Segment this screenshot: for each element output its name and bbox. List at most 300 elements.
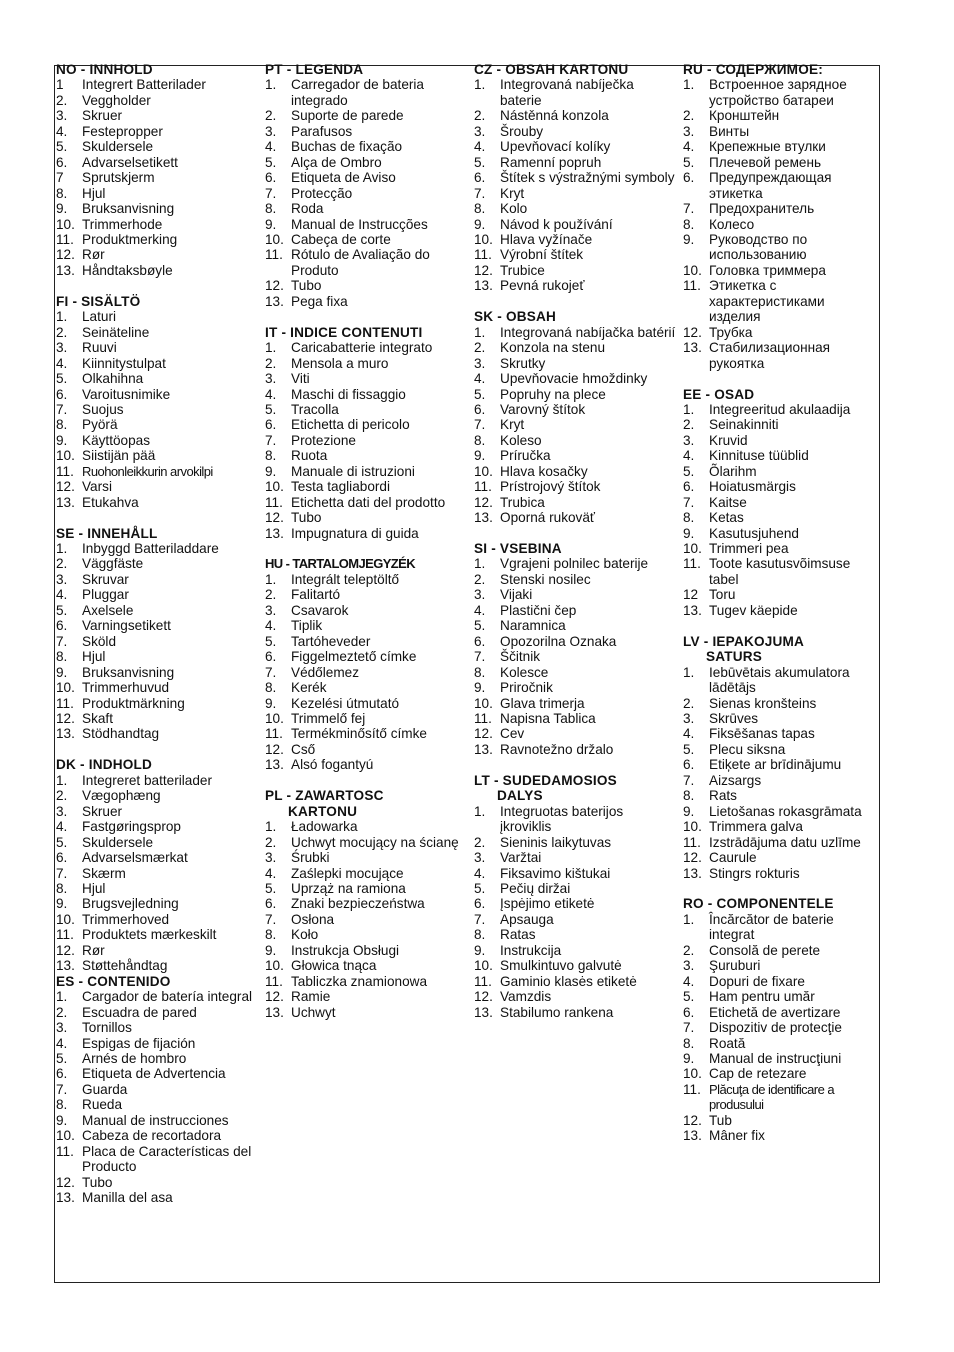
- item-number: 9.: [265, 216, 277, 232]
- item-number: 4.: [56, 123, 68, 139]
- item-number: 7.: [56, 1081, 68, 1097]
- list-item: [56, 1051, 258, 1066]
- item-label: Roda: [291, 201, 324, 217]
- list-item: [56, 495, 258, 510]
- list-item: [683, 263, 879, 278]
- list-item: [683, 1005, 879, 1020]
- item-number: 8.: [683, 510, 695, 526]
- item-number: 12.: [265, 278, 284, 294]
- list-item: [683, 433, 879, 448]
- item-number: 5.: [683, 463, 695, 479]
- list-item: [683, 417, 879, 432]
- list-item: [683, 943, 879, 958]
- list-item: [265, 912, 468, 927]
- list-item: [474, 618, 677, 633]
- item-number: 3.: [683, 432, 695, 448]
- item-number: 6.: [683, 479, 695, 495]
- item-number: 10.: [474, 231, 493, 247]
- item-number: 6.: [56, 850, 68, 866]
- list-item: [265, 495, 468, 510]
- list-item: [265, 232, 468, 247]
- item-number: 4.: [683, 973, 695, 989]
- item-number: 5.: [56, 139, 68, 155]
- list-item: [56, 1190, 258, 1205]
- item-number: 11.: [56, 463, 74, 479]
- section-heading-text: SI - VSEBINA: [474, 541, 562, 557]
- item-label: Стабилизационная рукоятка: [709, 340, 831, 371]
- item-number: 4.: [683, 139, 695, 155]
- list-item: [683, 773, 879, 788]
- item-label: Roată: [709, 1035, 746, 1051]
- item-label: Caurule: [709, 850, 757, 866]
- item-number: 9.: [474, 216, 486, 232]
- item-number: 1.: [265, 571, 277, 587]
- list-item: [683, 170, 879, 201]
- list-item: [265, 835, 468, 850]
- item-number: 7: [56, 170, 64, 186]
- item-label: Ruuvi: [82, 340, 117, 356]
- item-number: 13.: [474, 278, 493, 294]
- item-label: Ładowarka: [291, 819, 358, 835]
- item-label: Uchwyt mocujący na ścianę: [291, 834, 459, 850]
- item-label: Integreret batterilader: [82, 772, 212, 788]
- item-label: Protecção: [291, 185, 353, 201]
- item-label: Upevňovacie hmoždinky: [500, 371, 648, 387]
- item-label: Napisna Tablica: [500, 711, 596, 726]
- item-label: Stabilumo rankena: [500, 1004, 614, 1020]
- section-heading: [265, 325, 468, 340]
- list-item: [683, 788, 879, 803]
- item-number: 11.: [56, 1143, 74, 1159]
- item-number: 6.: [56, 1066, 68, 1082]
- list-item: [474, 479, 677, 494]
- list-item: [265, 186, 468, 201]
- list-item: [56, 201, 258, 216]
- list-item: [265, 278, 468, 293]
- list-item: [265, 294, 468, 309]
- section-heading-text: SE - INNEHÅLL: [56, 525, 158, 541]
- item-number: 4.: [56, 819, 68, 835]
- list-item: [474, 958, 677, 973]
- list-item: [683, 989, 879, 1004]
- item-label: Bruksanvisning: [82, 664, 175, 680]
- item-number: 11.: [683, 278, 701, 294]
- list-item: [56, 77, 258, 92]
- item-label: Õlarihm: [709, 463, 757, 479]
- item-label: Etiqueta de Advertencia: [82, 1066, 226, 1082]
- section-heading-text: SK - OBSAH: [474, 309, 557, 325]
- item-number: 7.: [265, 185, 277, 201]
- section-ru: [683, 62, 879, 371]
- item-label: Kerék: [291, 680, 327, 696]
- item-label: Трубка: [709, 324, 753, 340]
- item-number: 10.: [474, 463, 493, 479]
- item-label: Fiksēšanas tapas: [709, 726, 815, 742]
- section-heading-text: NO - INNHOLD: [56, 62, 153, 77]
- item-number: 12.: [56, 1174, 75, 1190]
- item-number: 11.: [56, 927, 74, 943]
- list-item: [56, 1097, 258, 1112]
- item-label: Этикетка с характеристиками изделия: [709, 278, 825, 325]
- item-number: 11.: [474, 711, 492, 726]
- list-item: [56, 448, 258, 463]
- item-number: 1.: [683, 401, 695, 417]
- list-item: [683, 1020, 879, 1035]
- item-number: 10.: [474, 695, 493, 711]
- list-item: [683, 108, 879, 123]
- list-item: [265, 387, 468, 402]
- list-item: [265, 819, 468, 834]
- list-item: [56, 371, 258, 386]
- list-item: [56, 356, 258, 371]
- item-number: 3.: [56, 1020, 68, 1036]
- item-number: 13.: [56, 1190, 75, 1206]
- item-number: 9.: [474, 942, 486, 958]
- item-label: Tabliczka znamionowa: [291, 973, 428, 989]
- item-label: Pevná rukojeť: [500, 278, 585, 294]
- item-number: 1.: [56, 772, 68, 788]
- list-item: [56, 417, 258, 432]
- list-item: [56, 186, 258, 201]
- item-label: Varningsetikett: [82, 618, 171, 634]
- item-label: Pega fixa: [291, 293, 348, 309]
- list-item: [56, 1113, 258, 1128]
- item-number: 3.: [56, 340, 68, 356]
- column-3: [474, 62, 677, 1035]
- list-item: [683, 232, 879, 263]
- item-label: Tub: [709, 1112, 732, 1128]
- item-label: Escuadra de pared: [82, 1004, 197, 1020]
- section-heading: [683, 62, 879, 77]
- item-label: Skruer: [82, 108, 123, 124]
- section-heading: [683, 896, 879, 911]
- list-item: [56, 1175, 258, 1190]
- item-number: 2.: [474, 834, 486, 850]
- list-item: [265, 881, 468, 896]
- item-label: Tiplik: [291, 618, 323, 634]
- item-label: Håndtaksbøyle: [82, 262, 173, 278]
- list-item: [56, 989, 258, 1004]
- list-item: [474, 696, 677, 711]
- item-label: Glava trimerja: [500, 695, 585, 711]
- list-item: [683, 340, 879, 371]
- list-item: [474, 927, 677, 942]
- item-label: Produktmerking: [82, 231, 178, 247]
- list-item: [683, 201, 879, 216]
- item-label: Príručka: [500, 448, 551, 464]
- list-item: [474, 155, 677, 170]
- item-number: 10.: [683, 1066, 702, 1082]
- list-item: [265, 448, 468, 463]
- list-item: [683, 603, 879, 618]
- list-item: [56, 618, 258, 633]
- item-number: 9.: [683, 1050, 695, 1066]
- item-label: Veggholder: [82, 92, 151, 108]
- list-item: [474, 649, 677, 664]
- section-it: [265, 325, 468, 541]
- item-label: Trimmeri pea: [709, 541, 789, 557]
- item-number: 2.: [56, 324, 68, 340]
- list-item: [56, 232, 258, 247]
- item-label: Plăcuţa de identificare a produsului: [709, 1081, 835, 1113]
- list-item: [56, 896, 258, 911]
- list-item: [265, 974, 468, 989]
- item-number: 7.: [56, 633, 68, 649]
- section-heading-text: EE - OSAD: [683, 386, 755, 402]
- item-label: Izstrādājuma datu uzlīme: [709, 834, 861, 850]
- column-1: [56, 62, 258, 1221]
- item-label: Buchas de fixação: [291, 139, 403, 155]
- item-label: Skuldersele: [82, 139, 154, 155]
- list-item: [56, 819, 258, 834]
- list-item: [474, 325, 677, 340]
- item-label: Smulkintuvo galvutė: [500, 958, 622, 974]
- list-item: [56, 726, 258, 741]
- item-number: 3.: [683, 123, 695, 139]
- list-item: [474, 742, 677, 757]
- item-number: 10.: [265, 479, 284, 495]
- list-item: [56, 155, 258, 170]
- item-number: 11.: [265, 247, 283, 263]
- item-number: 4.: [265, 386, 277, 402]
- item-number: 5.: [265, 154, 277, 170]
- item-number: 11.: [683, 1081, 701, 1097]
- item-label: Sprutskjerm: [82, 170, 155, 186]
- item-number: 10.: [56, 911, 75, 927]
- item-number: 11.: [683, 834, 701, 850]
- item-number: 2.: [265, 834, 277, 850]
- item-label: Inbyggd Batteriladdare: [82, 541, 219, 557]
- item-label: Priročnik: [500, 680, 553, 696]
- item-number: 8.: [683, 216, 695, 232]
- list-item: [683, 819, 879, 834]
- item-label: Kaitse: [709, 494, 747, 510]
- item-label: Etichetta di pericolo: [291, 417, 410, 433]
- item-number: 6.: [474, 633, 486, 649]
- list-item: [474, 804, 677, 835]
- list-item: [56, 1005, 258, 1020]
- item-number: 13.: [56, 958, 75, 974]
- item-label: Rueda: [82, 1097, 123, 1113]
- item-label: Skruer: [82, 803, 123, 819]
- item-number: 6.: [474, 401, 486, 417]
- list-item: [474, 448, 677, 463]
- list-item: [683, 1128, 879, 1143]
- item-number: 3.: [265, 850, 277, 866]
- list-item: [265, 402, 468, 417]
- item-label: Opozorilna Oznaka: [500, 633, 617, 649]
- list-item: [683, 139, 879, 154]
- list-item: [683, 1051, 879, 1066]
- item-number: 4.: [474, 602, 486, 618]
- item-number: 10.: [683, 541, 702, 557]
- list-item: [265, 896, 468, 911]
- item-number: 7.: [474, 911, 486, 927]
- item-label: Výrobní štítek: [500, 247, 584, 263]
- item-label: Rótulo de Avaliação do Produto: [291, 247, 430, 278]
- item-number: 6.: [56, 618, 68, 634]
- list-item: [56, 943, 258, 958]
- list-item: [265, 726, 468, 741]
- item-label: Termékminősítő címke: [291, 726, 427, 742]
- item-label: Seinakinniti: [709, 417, 779, 433]
- list-item: [56, 247, 258, 262]
- item-label: Varoitusnimike: [82, 386, 171, 402]
- item-label: Vægophæng: [82, 788, 161, 804]
- item-number: 5.: [474, 154, 486, 170]
- item-label: Kasutusjuhend: [709, 525, 799, 541]
- item-number: 8.: [474, 432, 486, 448]
- item-number: 7.: [683, 494, 695, 510]
- item-label: Väggfäste: [82, 556, 144, 572]
- item-number: 5.: [683, 989, 695, 1005]
- list-item: [474, 433, 677, 448]
- item-number: 12.: [56, 942, 75, 958]
- list-item: [683, 958, 879, 973]
- item-label: Advarselsetikett: [82, 154, 178, 170]
- item-number: 1.: [683, 77, 695, 93]
- item-label: Trubice: [500, 262, 545, 278]
- list-item: [56, 556, 258, 571]
- list-item: [56, 958, 258, 973]
- item-number: 1.: [474, 556, 486, 572]
- item-label: Etukahva: [82, 494, 139, 510]
- list-item: [474, 603, 677, 618]
- item-number: 3.: [474, 587, 486, 603]
- item-label: Csavarok: [291, 602, 349, 618]
- item-label: Įspėjimo etiketė: [500, 896, 595, 912]
- item-label: Rør: [82, 942, 105, 958]
- item-number: 8.: [56, 417, 68, 433]
- list-item: [265, 217, 468, 232]
- item-number: 8.: [56, 880, 68, 896]
- item-label: Suojus: [82, 401, 124, 417]
- item-label: Etiqueta de Aviso: [291, 170, 396, 186]
- list-item: [56, 1144, 258, 1175]
- item-number: 13.: [56, 726, 75, 742]
- list-item: [474, 665, 677, 680]
- item-label: Ramenní popruh: [500, 154, 602, 170]
- item-number: 10.: [683, 262, 702, 278]
- section-heading-text: DK - INDHOLD: [56, 757, 153, 773]
- item-number: 8.: [56, 1097, 68, 1113]
- item-label: Integruotas baterijos įkroviklis: [500, 803, 624, 835]
- list-item: [474, 186, 677, 201]
- item-label: Etichetă de avertizare: [709, 1004, 841, 1020]
- section-sk: [474, 309, 677, 525]
- list-item: [683, 742, 879, 757]
- item-number: 5.: [56, 602, 68, 618]
- item-label: Protezione: [291, 432, 356, 448]
- item-label: Manuale di istruzioni: [291, 463, 415, 479]
- item-label: Pluggar: [82, 587, 129, 603]
- section-heading-text: IT - INDICE CONTENUTI: [265, 324, 423, 340]
- item-number: 7.: [265, 664, 277, 680]
- item-label: Rør: [82, 247, 105, 263]
- item-label: Brugsvejledning: [82, 896, 179, 912]
- item-number: 11.: [474, 247, 492, 263]
- list-item: [474, 417, 677, 432]
- section-heading-text: LT - SUDEDAMOSIOS: [474, 772, 617, 788]
- item-label: Popruhy na plece: [500, 386, 606, 402]
- list-item: [474, 943, 677, 958]
- item-number: 8.: [265, 448, 277, 464]
- item-number: 9.: [683, 231, 695, 247]
- list-item: [474, 634, 677, 649]
- item-number: 13.: [56, 494, 75, 510]
- list-item: [474, 495, 677, 510]
- item-label: Koło: [291, 927, 319, 943]
- section-heading: [56, 526, 258, 541]
- item-label: Axelsele: [82, 602, 134, 618]
- item-label: Manual de instrucciones: [82, 1112, 229, 1128]
- list-item: [474, 170, 677, 185]
- item-label: Ščitnik: [500, 649, 541, 665]
- item-number: 13.: [474, 741, 493, 757]
- item-number: 2.: [474, 340, 486, 356]
- item-number: 1.: [56, 541, 68, 557]
- item-number: 3.: [474, 123, 486, 139]
- item-number: 7.: [265, 911, 277, 927]
- section-hu: [265, 556, 468, 772]
- item-number: 8.: [683, 788, 695, 804]
- list-item: [474, 77, 677, 108]
- item-label: Колесо: [709, 216, 755, 232]
- item-number: 1.: [265, 819, 277, 835]
- item-number: 12.: [56, 479, 75, 495]
- item-label: Impugnatura di guida: [291, 525, 419, 541]
- item-label: Hjul: [82, 185, 106, 201]
- item-number: 4.: [265, 865, 277, 881]
- item-number: 8.: [265, 201, 277, 217]
- item-label: Кронштейн: [709, 108, 780, 124]
- item-number: 10.: [265, 958, 284, 974]
- item-label: Ketas: [709, 510, 744, 526]
- list-item: [474, 247, 677, 262]
- item-label: Aizsargs: [709, 772, 762, 788]
- item-number: 4.: [474, 371, 486, 387]
- item-label: Uprząż na ramiona: [291, 880, 406, 896]
- item-number: 11.: [56, 231, 74, 247]
- list-item: [56, 325, 258, 340]
- item-number: 2.: [56, 556, 68, 572]
- item-number: 9.: [265, 463, 277, 479]
- list-item: [683, 541, 879, 556]
- item-label: Suporte de parede: [291, 108, 404, 124]
- item-number: 4.: [265, 139, 277, 155]
- list-item: [474, 356, 677, 371]
- item-label: Sienas kronšteins: [709, 695, 817, 711]
- list-item: [56, 1128, 258, 1143]
- section-dk: [56, 757, 258, 973]
- item-label: Tugev käepide: [709, 602, 798, 618]
- item-number: 1: [56, 77, 64, 93]
- item-number: 6.: [683, 1004, 695, 1020]
- item-number: 9.: [56, 664, 68, 680]
- section-heading: [265, 62, 468, 77]
- item-number: 10.: [474, 958, 493, 974]
- item-number: 2.: [474, 571, 486, 587]
- item-label: Skuldersele: [82, 834, 154, 850]
- list-item: [56, 1066, 258, 1081]
- section-lt: [474, 773, 677, 1020]
- item-number: 9.: [683, 525, 695, 541]
- item-number: 11.: [474, 479, 492, 495]
- item-label: Głowica tnąca: [291, 958, 377, 974]
- item-label: Návod k používání: [500, 216, 613, 232]
- list-item: [56, 696, 258, 711]
- list-item: [265, 526, 468, 541]
